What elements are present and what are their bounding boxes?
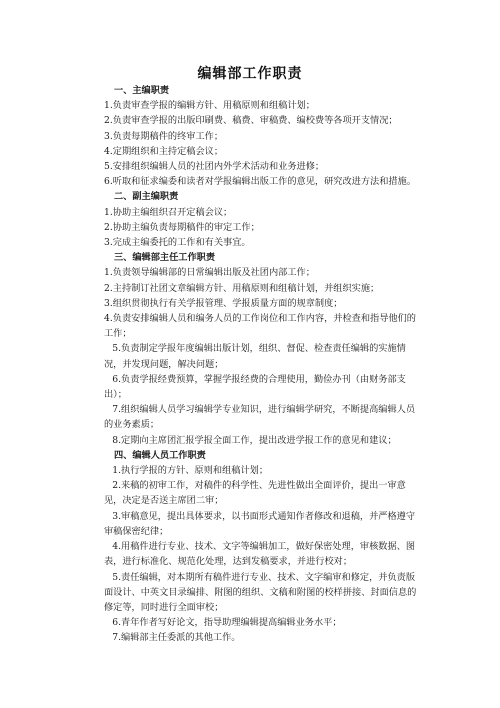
list-item: 4.负责安排编辑人员和编务人员的工作岗位和工作内容，并检查和指导他们的工作； [104,313,416,340]
list-item: 3.审稿意见，提出具体要求，以书面形式通知作者修改和退稿，并严格遵守审稿保密纪律； [104,510,416,537]
list-item: 1.协助主编组织召开定稿会议； [104,206,233,218]
list-item: 2.负责审查学报的出版印刷费、稿费、审稿费、编校费等各项开支情况； [104,115,398,127]
list-item: 3.负责每期稿件的终审工作； [104,130,224,142]
list-item: 6.听取和征求编委和读者对学报编辑出版工作的意见，研究改进方法和措施。 [104,176,416,188]
section-heading-department-director: 三、编辑部主任工作职责 [114,252,216,264]
list-item: 3.完成主编委托的工作和有关事宜。 [104,237,251,249]
list-item: 2.主持制订社团文章编辑方针、用稿原则和组稿计划，并组织实施； [104,282,380,294]
list-item: 5.责任编辑，对本期所有稿件进行专业、技术、文字编审和修定，并负责版面设计、中英文目录编排、附图的组织、文稿和附图的校样拼接、封面信息的修定等，同时进行全面审校； [104,571,417,613]
list-item: 8.定期向主席团汇报学报全面工作，提出改进学报工作的意见和建议； [112,434,397,446]
section-heading-editor-in-chief: 一、主编职责 [114,85,170,96]
list-item: 4.定期组织和主持定稿会议； [104,145,224,157]
list-item: 3.组织贯彻执行有关学报管理、学报质量方面的规章制度； [104,297,343,309]
list-item: 1.执行学报的方针、原则和组稿计划； [112,465,269,477]
list-item: 6.青年作者写好论文，指导助理编辑提高编辑业务水平； [112,617,342,629]
list-item: 1.负责审查学报的编辑方针、用稿原则和组稿计划； [104,100,315,112]
section-heading-editorial-staff: 四、编辑人员工作职责 [114,449,206,461]
list-item: 2.协助主编负责每期稿件的审定工作； [104,221,260,233]
document-title: 编辑部工作职责 [197,66,303,82]
list-item: 7.组织编辑人员学习编辑学专业知识，进行编辑学研究，不断提高编辑人员的业务素质； [104,404,416,431]
list-item: 7.编辑部主任委派的其他工作。 [112,632,241,644]
list-item: 6.负责学报经费预算，掌握学报经费的合理使用，勤俭办刊（由财务部支出）； [104,373,406,401]
list-item: 4.用稿件进行专业、技术、文字等编辑加工，做好保密处理，审核数据、图表，进行标准化、规范化处理，达到发稿要求，并进行校对； [104,541,416,568]
list-item: 5.负责制定学报年度编辑出版计划，组织、督促、检查责任编辑的实施情况，并发现问题，解决问题； [104,343,406,370]
document-body [104,83,422,646]
list-item: 2.来稿的初审工作，对稿件的科学性、先进性做出全面评价，提出一审意见，决定是否送主席团二审； [104,480,406,507]
list-item: 5.安排组织编辑人员的社团内外学术活动和业务进修； [104,161,325,173]
list-item: 1.负责领导编辑部的日常编辑出版及社团内部工作； [104,267,315,279]
section-heading-deputy-editor: 二、副主编职责 [114,191,179,203]
